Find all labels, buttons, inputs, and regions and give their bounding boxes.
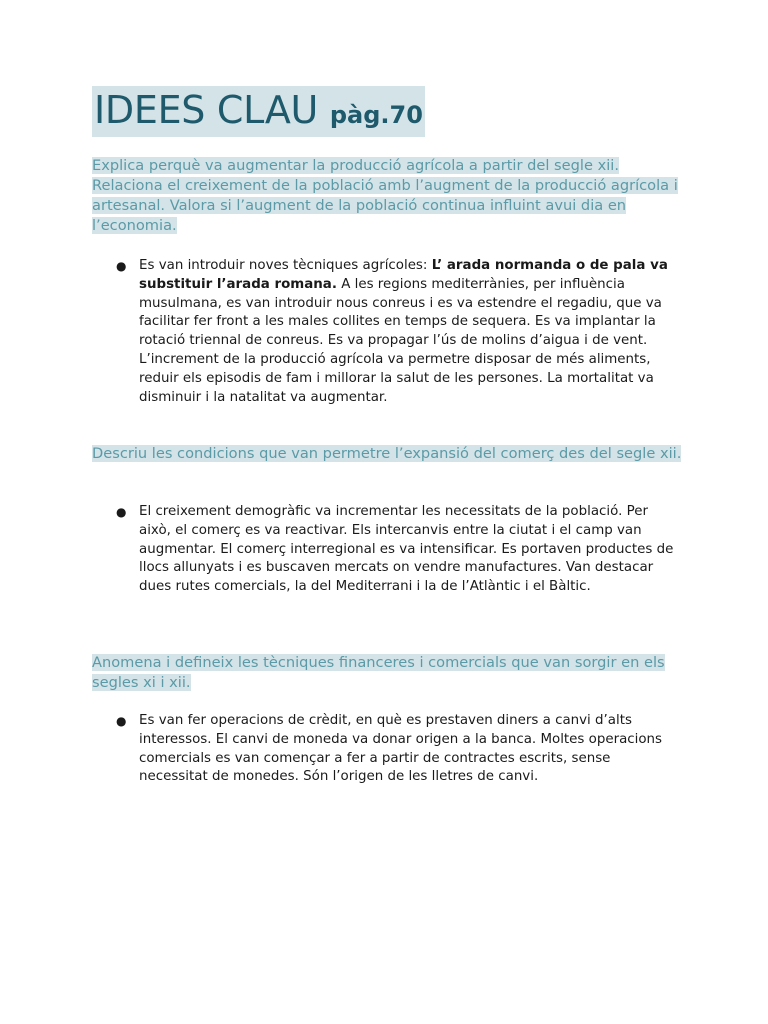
answer-1-bold: L’ arada normanda o de pala va substituir l’arada romana. (139, 258, 668, 292)
answer-3-text: Es van fer operacions de crèdit, en què es prestaven diners a canvi d’alts interessos. El canvi de moneda va donar origen a la banca. Moltes operacions comercials es van començar a fer a partir de contractes escrits, sense necessitat de monedes. Són l’origen de les lletres de canvi. (139, 713, 663, 785)
answer-3 (116, 712, 676, 787)
question-3 (92, 653, 682, 693)
question-1-text: Explica perquè va augmentar la producció agrícola a partir del segle xii. Relaciona el creixement de la població amb l’augment de la producció agrícola i artesanal. Valora si l’augment de la població continua influint avui dia en l’economia. (92, 157, 678, 234)
bullet-icon: ● (116, 714, 127, 728)
answer-list-3 (116, 712, 676, 787)
page-title (92, 86, 425, 137)
bullet-icon: ● (116, 505, 127, 519)
bullet-icon: ● (116, 259, 127, 273)
answer-2-text: El creixement demogràfic va incrementar les necessitats de la població. Per això, el comerç es va reactivar. Els intercanvis entre la ciutat i el camp van augmentar. El comerç interregional es va intensificar. Es portaven productes de llocs allunyats i es buscaven mercats on vendre manufactures. Van destacar dues rutes comercials, la del Mediterrani i la de l’Atlàntic i el Bàltic. (139, 504, 674, 595)
question-2 (92, 444, 682, 464)
title-text: IDEES CLAU (94, 88, 319, 132)
answer-1-rest: A les regions mediterrànies, per influència musulmana, es van introduir nous conreus i es va estendre el regadiu, que va facilitar fer front a les males collites en temps de sequera. Es va implantar la rotació triennal de conreus. Es va propagar l’ús de molins d’aigua i de vent. L’increment de la producció agrícola va permetre disposar de més aliments, reduir els episodis de fam i millorar la salut de les persones. La mortalitat va disminuir i la natalitat va augmentar. (139, 276, 662, 405)
question-2-text: Descriu les condicions que van permetre l’expansió del comerç des del segle xii. (92, 445, 682, 462)
question-1 (92, 156, 682, 236)
answer-1-prefix: Es van introduir noves tècniques agrícoles: (139, 258, 432, 273)
question-3-text: Anomena i defineix les tècniques financeres i comercials que van sorgir en els segles xi i xii. (92, 654, 665, 691)
answer-list-2 (116, 503, 676, 597)
answer-list-1 (116, 257, 676, 407)
answer-1 (116, 257, 676, 407)
page-reference: pàg.70 (329, 101, 423, 129)
answer-2 (116, 503, 676, 597)
